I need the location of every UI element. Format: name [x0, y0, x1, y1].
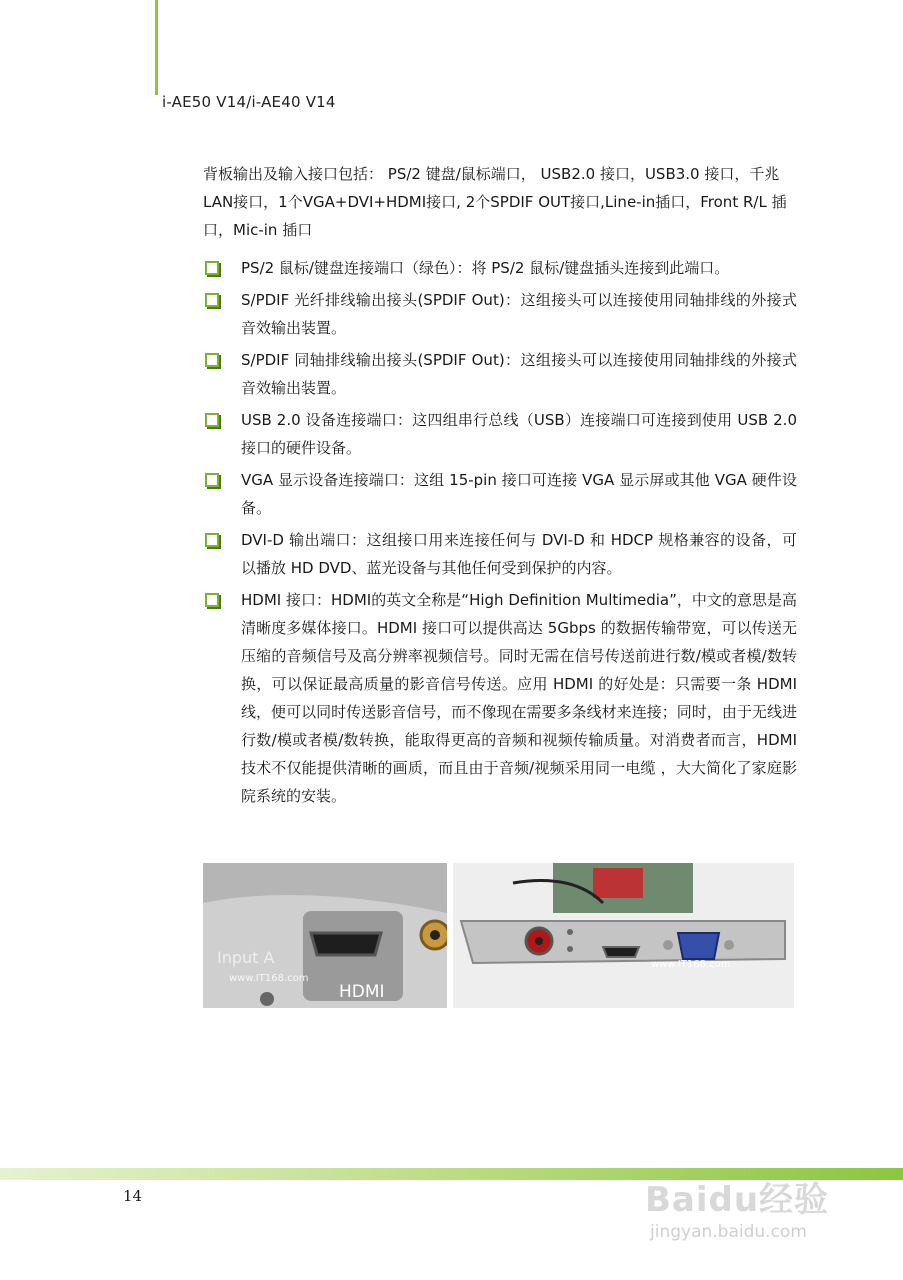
hdmi-port-photo — [203, 863, 447, 1008]
bracket-illustration — [453, 863, 794, 1008]
checkbox-bullet-icon — [205, 261, 219, 275]
header-accent-line — [155, 0, 158, 95]
list-item — [203, 526, 797, 582]
list-item-text: S/PDIF 光纤排线输出接头(SPDIF Out)：这组接头可以连接使用同轴排线的外接式音效输出装置。 — [241, 291, 797, 337]
checkbox-bullet-icon — [205, 413, 219, 427]
baidu-url-watermark: jingyan.baidu.com — [650, 1222, 807, 1242]
input-a-label: Input A — [217, 948, 275, 967]
page-number: 14 — [123, 1187, 143, 1205]
list-item — [203, 254, 797, 282]
page-header-model: i-AE50 V14/i-AE40 V14 — [162, 93, 336, 111]
photo-watermark: www.IT168.com — [229, 973, 309, 984]
list-item — [203, 406, 797, 462]
checkbox-bullet-icon — [205, 533, 219, 547]
list-item — [203, 286, 797, 342]
hdmi-label: HDMI — [339, 982, 385, 1002]
list-item-text: USB 2.0 设备连接端口：这四组串行总线（USB）连接端口可连接到使用 USB 2.0 接口的硬件设备。 — [241, 411, 797, 457]
list-item-text: S/PDIF 同轴排线输出接头(SPDIF Out)：这组接头可以连接使用同轴排线的外接式音效输出装置。 — [241, 351, 797, 397]
hdmi-port-illustration — [203, 863, 447, 1008]
checkbox-bullet-icon — [205, 293, 219, 307]
list-item-text: PS/2 鼠标/键盘连接端口（绿色）：将 PS/2 鼠标/键盘插头连接到此端口。 — [241, 259, 730, 277]
list-item — [203, 346, 797, 402]
port-list — [203, 254, 797, 814]
list-item-text: DVI-D 输出端口：这组接口用来连接任何与 DVI-D 和 HDCP 规格兼容的设备，可以播放 HD DVD、蓝光设备与其他任何受到保护的内容。 — [241, 531, 797, 577]
photo-watermark: www.IT168.com — [651, 959, 731, 970]
intro-paragraph: 背板输出及输入接口包括： PS/2 键盘/鼠标端口， USB2.0 接口，USB3.0 接口，千兆LAN接口，1个VGA+DVI+HDMI接口, 2个SPDIF OUT接口,Line-in插口，Front R/L 插口，Mic-in 插口 — [203, 165, 787, 239]
list-item-text: VGA 显示设备连接端口：这组 15-pin 接口可连接 VGA 显示屏或其他 VGA 硬件设备。 — [241, 471, 797, 517]
checkbox-bullet-icon — [205, 593, 219, 607]
baidu-brand-watermark: Baidu经验 — [645, 1180, 830, 1220]
list-item — [203, 586, 797, 810]
list-item-text: HDMI 接口：HDMI的英文全称是“High Definition Multimedia”，中文的意思是高清晰度多媒体接口。HDMI 接口可以提供高达 5Gbps 的数据传输带宽，可以传送无压缩的音频信号及高分辨率视频信号。同时无需在信号传送前进行数/模或者模/数转换，可以保证最高质量的影音信号传送。应用 HDMI 的好处是：只需要一条 HDMI 线，便可以同时传送影音信号，而不像现在需要多条线材来连接；同时，由于无线进行数/模或者模/数转换，能取得更高的音频和视频传输质量。对消费者而言，HDMI 技术不仅能提供清晰的画质，而且由于音频/视频采用同一电缆 ，大大简化了家庭影院系统的安装。 — [241, 591, 797, 805]
checkbox-bullet-icon — [205, 473, 219, 487]
list-item — [203, 466, 797, 522]
checkbox-bullet-icon — [205, 353, 219, 367]
bracket-ports-photo — [453, 863, 794, 1008]
